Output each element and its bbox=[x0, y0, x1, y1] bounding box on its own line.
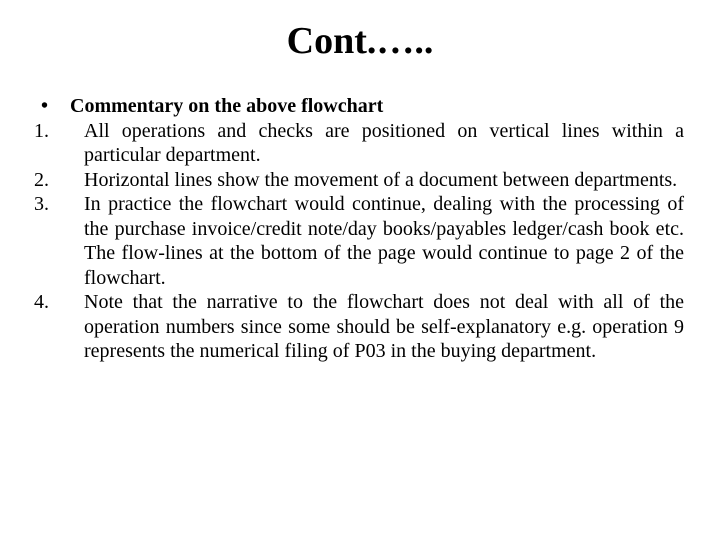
list-item-text: Horizontal lines show the movement of a document between departments. bbox=[84, 168, 678, 191]
list-item-text: In practice the flowchart would continue, dealing with the processing of the purchase invoice/credit note/day books/payables ledger/cash book etc. The flow-lines at the bottom of the page would continue to page 2 of the flowchart. bbox=[84, 193, 684, 289]
list-item-text: All operations and checks are positioned on vertical lines within a particular department. bbox=[84, 119, 684, 166]
slide-title: Cont.….. bbox=[286, 20, 434, 62]
list-item-number: 1. bbox=[34, 119, 49, 142]
list-item-text: Note that the narrative to the flowchart does not deal with all of the operation numbers since some should be self-explanatory e.g. operation 9 represents the numerical filing of P03 in the buying department. bbox=[84, 291, 684, 362]
list-item bbox=[34, 119, 684, 168]
list-item-number: 2. bbox=[34, 168, 49, 191]
list-item bbox=[34, 192, 684, 290]
list-item bbox=[34, 290, 684, 364]
commentary-heading-text: Commentary on the above flowchart bbox=[70, 95, 384, 117]
commentary-heading bbox=[34, 94, 684, 119]
list-item-number: 4. bbox=[34, 291, 49, 313]
slide-content bbox=[34, 94, 684, 364]
list-item-number: 3. bbox=[34, 193, 49, 215]
list-item bbox=[34, 168, 684, 193]
bullet-icon: • bbox=[41, 95, 49, 117]
